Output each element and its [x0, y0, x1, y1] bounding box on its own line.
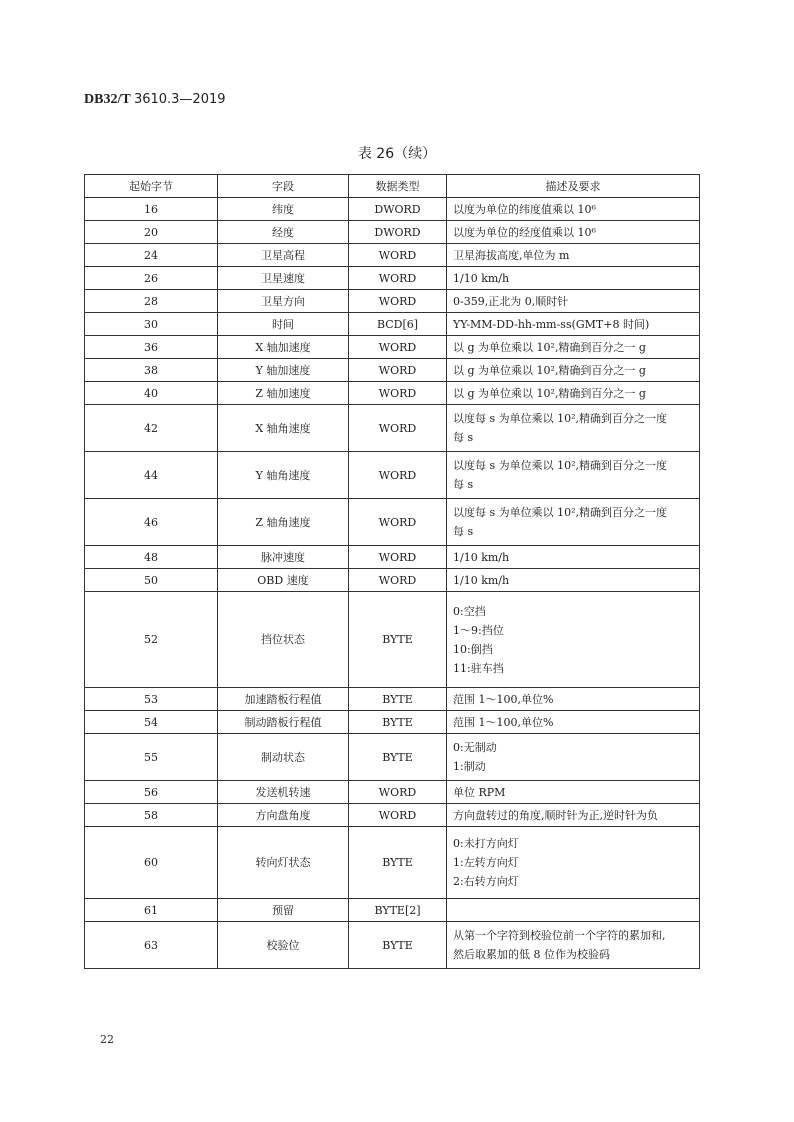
cell-start-byte: 36: [85, 336, 218, 359]
cell-data-type: WORD: [349, 499, 447, 546]
cell-description: [447, 734, 700, 781]
cell-start-byte: 53: [85, 688, 218, 711]
description-line: 0-359,正北为 0,顺时针: [453, 294, 569, 308]
cell-description: [447, 359, 700, 382]
cell-start-byte: 60: [85, 827, 218, 899]
cell-field: Z 轴角速度: [218, 499, 349, 546]
cell-description: [447, 405, 700, 452]
cell-field: Z 轴加速度: [218, 382, 349, 405]
description-line: 范围 1～100,单位%: [453, 692, 554, 706]
cell-start-byte: 48: [85, 546, 218, 569]
table-row: [85, 781, 700, 804]
cell-field: 挡位状态: [218, 592, 349, 688]
cell-data-type: WORD: [349, 359, 447, 382]
cell-start-byte: 56: [85, 781, 218, 804]
cell-data-type: BYTE[2]: [349, 899, 447, 922]
cell-data-type: BYTE: [349, 922, 447, 969]
cell-description: [447, 569, 700, 592]
cell-start-byte: 52: [85, 592, 218, 688]
doc-code-prefix: DB32/T: [84, 92, 131, 107]
column-header-start-byte: 起始字节: [85, 175, 218, 198]
cell-data-type: WORD: [349, 336, 447, 359]
cell-field: 卫星方向: [218, 290, 349, 313]
description-line: 0:空挡: [453, 604, 486, 618]
cell-field: 脉冲速度: [218, 546, 349, 569]
table-row: [85, 688, 700, 711]
description-line: 卫星海拔高度,单位为 m: [453, 248, 570, 262]
description-line: 以度每 s 为单位乘以 10²,精确到百分之一度: [453, 459, 668, 472]
cell-data-type: WORD: [349, 452, 447, 499]
cell-start-byte: 54: [85, 711, 218, 734]
cell-description: [447, 221, 700, 244]
cell-data-type: BCD[6]: [349, 313, 447, 336]
cell-data-type: WORD: [349, 781, 447, 804]
cell-start-byte: 28: [85, 290, 218, 313]
cell-data-type: BYTE: [349, 711, 447, 734]
table-row: [85, 359, 700, 382]
cell-data-type: WORD: [349, 267, 447, 290]
cell-field: X 轴加速度: [218, 336, 349, 359]
cell-data-type: WORD: [349, 546, 447, 569]
cell-field: 预留: [218, 899, 349, 922]
description-line: 以 g 为单位乘以 10²,精确到百分之一 g: [453, 363, 646, 377]
table-row: [85, 198, 700, 221]
table-title: 表 26（续）: [357, 146, 437, 162]
cell-field: 制动踏板行程值: [218, 711, 349, 734]
cell-field: 卫星速度: [218, 267, 349, 290]
cell-data-type: WORD: [349, 804, 447, 827]
cell-start-byte: 26: [85, 267, 218, 290]
description-line: 2:右转方向灯: [453, 875, 519, 888]
cell-description: [447, 711, 700, 734]
table-row: [85, 405, 700, 452]
cell-data-type: WORD: [349, 382, 447, 405]
description-line: 从第一个字符到校验位前一个字符的累加和,: [453, 929, 666, 942]
description-line: 1/10 km/h: [453, 271, 510, 285]
table-header-row: [85, 175, 700, 198]
cell-start-byte: 24: [85, 244, 218, 267]
cell-field: 制动状态: [218, 734, 349, 781]
description-line: 每 s: [453, 525, 474, 538]
cell-start-byte: 30: [85, 313, 218, 336]
table-row: [85, 336, 700, 359]
description-line: 方向盘转过的角度,顺时针为正,逆时针为负: [453, 808, 658, 822]
table-body: [85, 198, 700, 969]
cell-start-byte: 40: [85, 382, 218, 405]
description-line: 每 s: [453, 478, 474, 491]
column-header-field: 字段: [218, 175, 349, 198]
column-header-description: 描述及要求: [447, 175, 700, 198]
description-line: 单位 RPM: [453, 785, 506, 799]
description-line: 然后取累加的低 8 位作为校验码: [453, 948, 610, 961]
table-row: [85, 827, 700, 899]
description-line: 1/10 km/h: [453, 550, 510, 564]
cell-start-byte: 16: [85, 198, 218, 221]
cell-data-type: WORD: [349, 244, 447, 267]
description-line: 以度每 s 为单位乘以 10²,精确到百分之一度: [453, 506, 668, 519]
cell-description: [447, 688, 700, 711]
cell-data-type: BYTE: [349, 592, 447, 688]
cell-start-byte: 63: [85, 922, 218, 969]
cell-data-type: WORD: [349, 405, 447, 452]
table-row: [85, 592, 700, 688]
cell-description: [447, 592, 700, 688]
doc-code-number: 3610.3—2019: [133, 92, 226, 107]
cell-description: [447, 198, 700, 221]
table-row: [85, 546, 700, 569]
description-line: 1:制动: [453, 760, 486, 773]
cell-field: 校验位: [218, 922, 349, 969]
cell-field: 时间: [218, 313, 349, 336]
description-line: 10:倒挡: [453, 642, 493, 656]
cell-description: [447, 382, 700, 405]
cell-field: 卫星高程: [218, 244, 349, 267]
table-row: [85, 569, 700, 592]
table-row: [85, 734, 700, 781]
table-row: [85, 313, 700, 336]
cell-field: 纬度: [218, 198, 349, 221]
table-row: [85, 899, 700, 922]
cell-description: [447, 499, 700, 546]
cell-description: [447, 336, 700, 359]
cell-start-byte: 58: [85, 804, 218, 827]
cell-field: 经度: [218, 221, 349, 244]
description-line: 11:驻车挡: [453, 661, 504, 675]
cell-field: X 轴角速度: [218, 405, 349, 452]
spec-table: [84, 174, 700, 969]
cell-description: [447, 267, 700, 290]
cell-start-byte: 38: [85, 359, 218, 382]
cell-data-type: WORD: [349, 569, 447, 592]
table-row: [85, 711, 700, 734]
table-row: [85, 499, 700, 546]
cell-description: [447, 244, 700, 267]
column-header-data-type: 数据类型: [349, 175, 447, 198]
cell-data-type: DWORD: [349, 198, 447, 221]
table-row: [85, 290, 700, 313]
table-row: [85, 221, 700, 244]
table-row: [85, 244, 700, 267]
cell-description: [447, 452, 700, 499]
cell-description: [447, 290, 700, 313]
cell-start-byte: 55: [85, 734, 218, 781]
description-line: 范围 1～100,单位%: [453, 715, 554, 729]
table-row: [85, 452, 700, 499]
description-line: 以 g 为单位乘以 10²,精确到百分之一 g: [453, 386, 646, 400]
page-number: 22: [100, 1033, 114, 1046]
cell-field: OBD 速度: [218, 569, 349, 592]
cell-start-byte: 61: [85, 899, 218, 922]
description-line: 1/10 km/h: [453, 573, 510, 587]
description-line: 每 s: [453, 431, 474, 444]
cell-field: 方向盘角度: [218, 804, 349, 827]
cell-description: [447, 546, 700, 569]
description-line: 以 g 为单位乘以 10²,精确到百分之一 g: [453, 340, 646, 354]
cell-description: [447, 899, 700, 922]
description-line: 1:左转方向灯: [453, 856, 519, 869]
cell-data-type: WORD: [349, 290, 447, 313]
description-line: 以度为单位的经度值乘以 10⁶: [453, 225, 596, 239]
description-line: 1～9:挡位: [453, 623, 504, 637]
description-line: 以度为单位的纬度值乘以 10⁶: [453, 202, 596, 216]
cell-field: Y 轴角速度: [218, 452, 349, 499]
cell-description: [447, 922, 700, 969]
document-code: [84, 92, 226, 108]
cell-start-byte: 46: [85, 499, 218, 546]
cell-data-type: DWORD: [349, 221, 447, 244]
cell-data-type: BYTE: [349, 827, 447, 899]
cell-description: [447, 313, 700, 336]
cell-start-byte: 44: [85, 452, 218, 499]
table-row: [85, 267, 700, 290]
description-line: 0:未打方向灯: [453, 837, 519, 850]
table-row: [85, 804, 700, 827]
cell-field: 发送机转速: [218, 781, 349, 804]
cell-description: [447, 804, 700, 827]
table-row: [85, 922, 700, 969]
cell-data-type: BYTE: [349, 734, 447, 781]
cell-field: 加速踏板行程值: [218, 688, 349, 711]
cell-field: Y 轴加速度: [218, 359, 349, 382]
description-line: 0:无制动: [453, 741, 497, 754]
cell-start-byte: 50: [85, 569, 218, 592]
cell-start-byte: 42: [85, 405, 218, 452]
description-line: 以度每 s 为单位乘以 10²,精确到百分之一度: [453, 412, 668, 425]
table-row: [85, 382, 700, 405]
description-line: YY-MM-DD-hh-mm-ss(GMT+8 时间): [453, 317, 650, 331]
cell-data-type: BYTE: [349, 688, 447, 711]
cell-start-byte: 20: [85, 221, 218, 244]
cell-description: [447, 781, 700, 804]
cell-field: 转向灯状态: [218, 827, 349, 899]
cell-description: [447, 827, 700, 899]
